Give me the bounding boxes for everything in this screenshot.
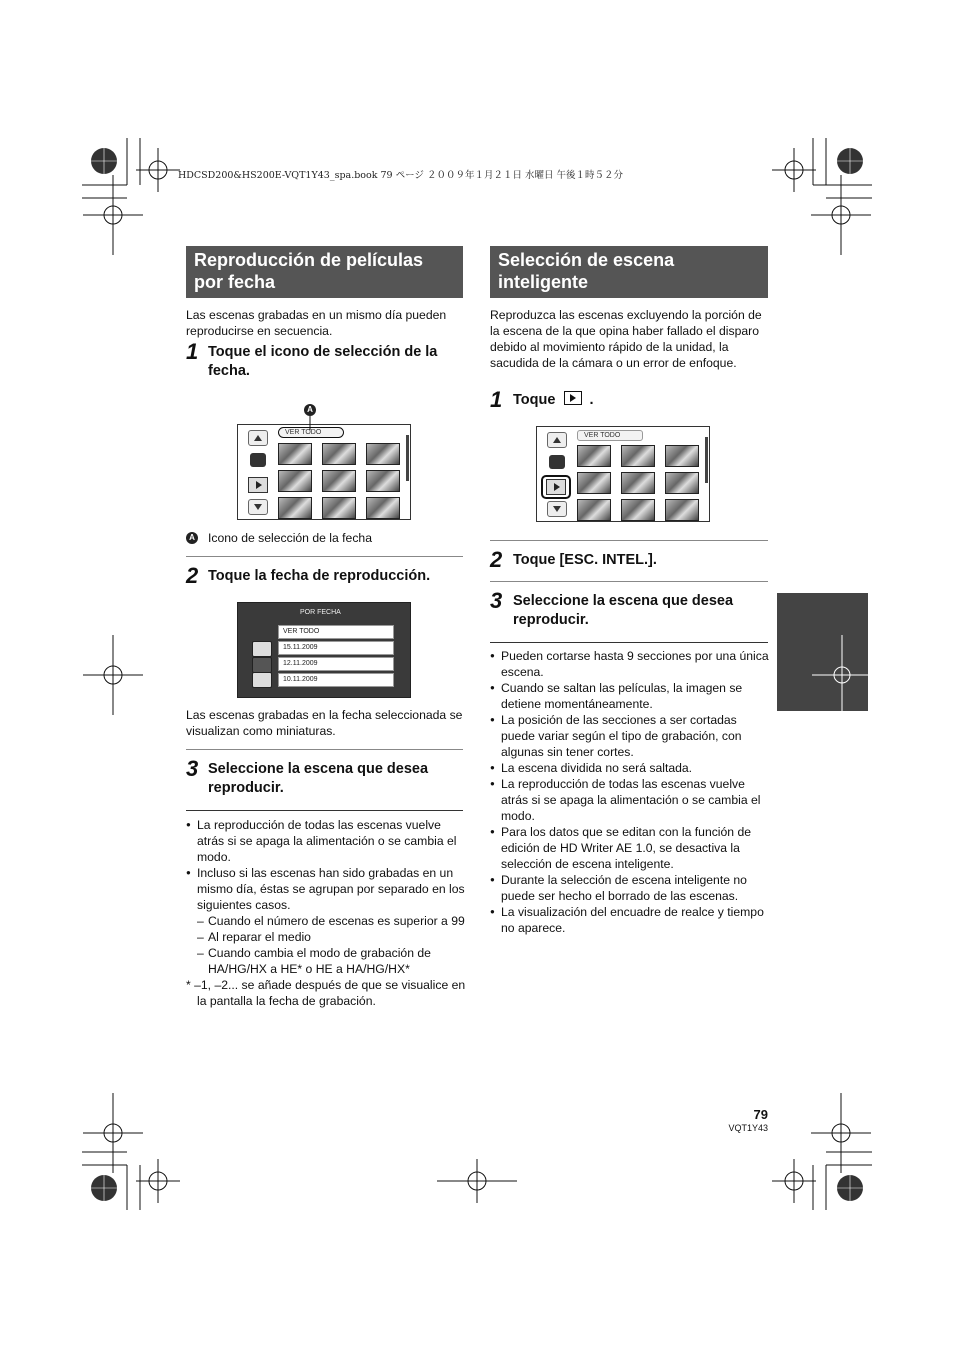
date-row[interactable]: 15.11.2009 <box>278 641 394 655</box>
print-header: HDCSD200&HS200E-VQT1Y43_spa.book 79 ページ ２００９年１月２１日 水曜日 午後１時５２分 <box>178 170 623 181</box>
thumbnail[interactable] <box>366 497 400 519</box>
divider <box>186 749 463 750</box>
date-list-screen <box>237 602 411 698</box>
right-intro: Reproduzca las escenas excluyendo la porción de la escena de la que opina haber fallado el disparo debido al movimiento rápido de la unidad, la sacudida de la cámara o un error de enfoque. <box>490 308 762 370</box>
scrollbar[interactable] <box>705 437 708 483</box>
marker-a-pointer <box>308 416 312 430</box>
divider <box>186 810 463 811</box>
thumbnail[interactable] <box>278 470 312 492</box>
thumbnail[interactable] <box>366 470 400 492</box>
divider <box>490 581 768 582</box>
date-select-tab[interactable]: VER TODO <box>278 427 344 438</box>
scroll-down-button[interactable] <box>248 499 268 515</box>
thumbnail[interactable] <box>278 443 312 465</box>
divider <box>186 556 463 557</box>
right-step1-suffix: . <box>589 392 594 408</box>
scroll-down-button[interactable] <box>252 672 272 688</box>
play-icon[interactable] <box>252 657 272 673</box>
left-intro: Las escenas grabadas en un mismo día pueden reproducirse en secuencia. <box>186 308 447 338</box>
divider <box>490 642 768 643</box>
thumbnail[interactable] <box>665 499 699 521</box>
date-select-tab[interactable]: VER TODO <box>577 430 643 441</box>
note-item: ● Durante la selección de escena inteligente no puede ser hecho el borrado de las escenas. <box>490 872 770 904</box>
legend-marker-a: A <box>186 532 198 544</box>
note-item: ● Incluso si las escenas han sido grabadas en un mismo día, éstas se agrupan por separado en los siguientes casos. <box>186 865 466 913</box>
thumbnail[interactable] <box>621 499 655 521</box>
scroll-up-button[interactable] <box>252 641 272 657</box>
note-item: ● Para los datos que se editan con la función de edición de HD Writer AE 1.0, se desactiva la selección de escena inteligente. <box>490 824 770 872</box>
thumbnail[interactable] <box>278 497 312 519</box>
note-item: ● La posición de las secciones a ser cortadas puede variar según el tipo de grabación, con algunas sin tener cortes. <box>490 712 770 760</box>
thumbnail[interactable] <box>577 499 611 521</box>
thumbnail[interactable] <box>577 445 611 467</box>
page-number: 79 <box>753 1107 768 1122</box>
left-step1-text: Toque el icono de selección de la fecha. <box>208 344 438 379</box>
thumbnail[interactable] <box>665 472 699 494</box>
scroll-up-button[interactable] <box>248 430 268 446</box>
note-subitem: – Cuando el número de escenas es superior a 99 <box>197 913 466 929</box>
left-notes <box>186 817 466 1009</box>
note-item: ● La visualización del encuadre de realce y tiempo no aparece. <box>490 904 770 936</box>
thumbnail[interactable] <box>621 472 655 494</box>
right-step3-number: 3 <box>490 588 503 613</box>
thumbnail[interactable] <box>322 443 356 465</box>
model-code: VQT1Y43 <box>728 1123 768 1133</box>
marker-a: A <box>304 404 316 416</box>
date-row[interactable]: 10.11.2009 <box>278 673 394 687</box>
play-icon[interactable] <box>546 479 566 495</box>
thumbnail-screen-left <box>237 424 411 520</box>
divider <box>490 540 768 541</box>
left-section-heading: Reproducción de películas por fecha <box>186 246 463 298</box>
left-step2-number: 2 <box>186 563 199 588</box>
thumbnail[interactable] <box>322 497 356 519</box>
scrollbar[interactable] <box>406 435 409 481</box>
thumbnail[interactable] <box>322 470 356 492</box>
note-item: ● Cuando se saltan las películas, la imagen se detiene momentáneamente. <box>490 680 770 712</box>
date-row[interactable]: VER TODO <box>278 625 394 639</box>
right-step3-text: Seleccione la escena que desea reproducir. <box>513 593 734 628</box>
legend-text: Icono de selección de la fecha <box>208 531 372 545</box>
right-step1-number: 1 <box>490 387 503 412</box>
thumbnail[interactable] <box>577 472 611 494</box>
right-step2-text: Toque [ESC. INTEL.]. <box>513 552 657 568</box>
right-notes <box>490 648 770 936</box>
thumbnail[interactable] <box>366 443 400 465</box>
scroll-down-button[interactable] <box>547 501 567 517</box>
right-step1-label: Toque <box>513 392 556 408</box>
thumbnail-screen-right <box>536 426 710 522</box>
left-step2-text: Toque la fecha de reproducción. <box>208 568 431 584</box>
date-row[interactable]: 12.11.2009 <box>278 657 394 671</box>
left-step1-number: 1 <box>186 339 199 364</box>
right-step1-text <box>513 391 594 410</box>
note-subitem: – Cuando cambia el modo de grabación de HA/HG/HX a HE* o HE a HA/HG/HX* <box>197 945 466 977</box>
movie-camera-icon <box>250 453 266 467</box>
side-tab-crosshair <box>812 635 872 715</box>
scroll-up-button[interactable] <box>547 432 567 448</box>
play-icon[interactable] <box>248 477 268 493</box>
thumbnail[interactable] <box>621 445 655 467</box>
left-step3-number: 3 <box>186 756 199 781</box>
left-step3-text: Seleccione la escena que desea reproducir. <box>208 761 429 796</box>
note-subitem: – Al reparar el medio <box>197 929 466 945</box>
note-item: ● La reproducción de todas las escenas vuelve atrás si se apaga la alimentación o se cambia el modo. <box>490 776 770 824</box>
note-item: ● Pueden cortarse hasta 9 secciones por una única escena. <box>490 648 770 680</box>
right-section-heading: Selección de escena inteligente <box>490 246 768 298</box>
note-item: ● La reproducción de todas las escenas vuelve atrás si se apaga la alimentación o se cambia el modo. <box>186 817 466 865</box>
thumbnail[interactable] <box>665 445 699 467</box>
play-icon <box>564 391 582 405</box>
footnote: * –1, –2... se añade después de que se visualice en la pantalla la fecha de grabación. <box>186 978 466 1008</box>
left-after-step2: Las escenas grabadas en la fecha seleccionada se visualizan como miniaturas. <box>186 708 463 738</box>
right-step2-number: 2 <box>490 547 503 572</box>
movie-camera-icon <box>549 455 565 469</box>
note-item: ● La escena dividida no será saltada. <box>490 760 770 776</box>
date-list-title: POR FECHA <box>300 609 341 616</box>
